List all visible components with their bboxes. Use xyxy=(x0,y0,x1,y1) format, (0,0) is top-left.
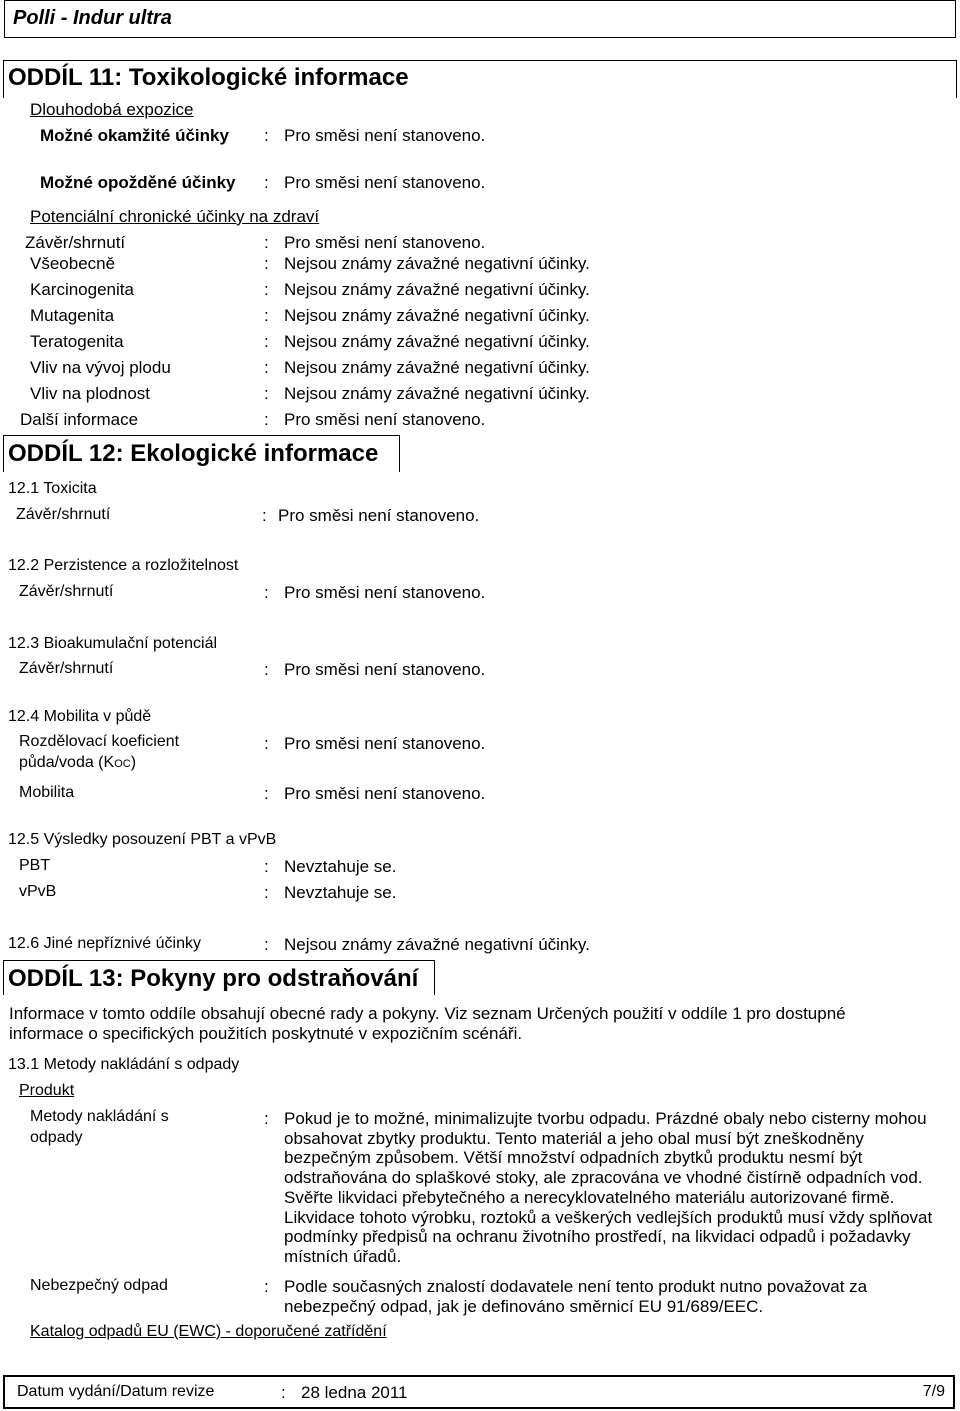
pbt-heading: 12.5 Výsledky posouzení PBT a vPvB xyxy=(8,831,277,848)
pbt-value: Nevztahuje se. xyxy=(284,857,397,876)
colon: : xyxy=(264,332,269,351)
vpvb-label: vPvB xyxy=(19,883,57,900)
section-11-title: ODDÍL 11: Toxikologické informace xyxy=(8,64,409,91)
colon: : xyxy=(264,583,269,602)
colon: : xyxy=(264,935,269,954)
mobility-heading: 12.4 Mobilita v půdě xyxy=(8,708,152,725)
persistence-conclusion-value: Pro směsi není stanoveno. xyxy=(284,583,486,602)
colon: : xyxy=(264,660,269,679)
immediate-effects-label: Možné okamžité účinky xyxy=(40,126,229,145)
row-label-conclusion: Závěr/shrnutí xyxy=(25,233,126,252)
revision-date-label: Datum vydání/Datum revize xyxy=(17,1383,215,1400)
vpvb-value: Nevztahuje se. xyxy=(284,883,397,902)
colon: : xyxy=(264,734,269,753)
row-value-conclusion: Pro směsi není stanoveno. xyxy=(284,233,486,252)
persistence-heading: 12.2 Perzistence a rozložitelnost xyxy=(8,557,239,574)
row-value-general: Nejsou známy závažné negativní účinky. xyxy=(284,254,590,273)
row-label-fertility: Vliv na plodnost xyxy=(30,384,151,403)
row-value-carcinogenicity: Nejsou známy závažné negativní účinky. xyxy=(284,280,590,299)
revision-date-value: 28 ledna 2011 xyxy=(301,1383,408,1402)
disposal-methods-label-1: Metody nakládání s xyxy=(30,1108,169,1125)
mobility-value: Pro směsi není stanoveno. xyxy=(284,784,486,803)
other-effects-value: Nejsou známy závažné negativní účinky. xyxy=(284,935,590,954)
row-label-other-info: Další informace xyxy=(20,410,139,429)
disposal-methods-text: Pokud je to možné, minimalizujte tvorbu odpadu. Prázdné obaly nebo cisterny mohou obsahovat zbytky produktu. Tento materiál a jeho obal musí být zneškodněny bezpečným způsobem. Větší množství odpadních zbytků produktu nesmí být odstraňována do splaškové stoky, ale zpracována ve vhodné čistírně odpadních vod. Svěřte likvidaci přebytečného a nerecyklovatelného materiálu autorizované firmě. Likvidace tohoto výrobku, roztoků a veškerých vedlejších produktů musí vždy splňovat podmínky předpisů na ochranu životního prostředí, na likvidaci odpadů i požadavky místních úřadů. xyxy=(284,1109,933,1266)
hazardous-waste-text: Podle současných znalostí dodavatele není tento produkt nutno považovat za nebezpečný odpad, jak je definováno směrnicí EU 91/689/EEC. xyxy=(284,1277,868,1316)
colon: : xyxy=(264,280,269,299)
colon: : xyxy=(264,173,269,192)
toxicity-conclusion-value: Pro směsi není stanoveno. xyxy=(278,506,480,525)
row-value-teratogenicity: Nejsou známy závažné negativní účinky. xyxy=(284,332,590,351)
delayed-effects-label: Možné opožděné účinky xyxy=(40,173,236,192)
document-footer xyxy=(3,1375,955,1409)
row-label-teratogenicity: Teratogenita xyxy=(30,332,124,351)
chronic-effects-heading: Potenciální chronické účinky na zdraví xyxy=(30,207,320,226)
product-heading: Produkt xyxy=(19,1082,75,1099)
page-number: 7/9 xyxy=(922,1383,945,1400)
ewc-catalog-heading: Katalog odpadů EU (EWC) - doporučené zatřídění xyxy=(30,1323,387,1340)
colon: : xyxy=(264,126,269,145)
bioaccumulation-conclusion-label: Závěr/shrnutí xyxy=(19,660,114,677)
persistence-conclusion-label: Závěr/shrnutí xyxy=(19,583,114,600)
delayed-effects-value: Pro směsi není stanoveno. xyxy=(284,173,486,192)
pbt-label: PBT xyxy=(19,857,51,874)
row-value-other-info: Pro směsi není stanoveno. xyxy=(284,410,486,429)
document-header xyxy=(4,0,956,38)
row-label-general: Všeobecně xyxy=(30,254,116,273)
koc-value: Pro směsi není stanoveno. xyxy=(284,734,486,753)
document-title: Polli - Indur ultra xyxy=(13,7,172,29)
colon: : xyxy=(264,857,269,876)
colon: : xyxy=(264,1277,269,1296)
waste-methods-heading: 13.1 Metody nakládání s odpady xyxy=(8,1056,240,1073)
colon: : xyxy=(264,306,269,325)
long-exposure-heading: Dlouhodobá expozice xyxy=(30,100,194,119)
row-label-fetal-development: Vliv na vývoj plodu xyxy=(30,358,171,377)
koc-label-line2: půda/voda (KOC) xyxy=(19,754,137,771)
hazardous-waste-label: Nebezpečný odpad xyxy=(30,1277,168,1294)
other-effects-label: 12.6 Jiné nepříznivé účinky xyxy=(8,935,201,952)
row-label-carcinogenicity: Karcinogenita xyxy=(30,280,134,299)
row-value-mutagenicity: Nejsou známy závažné negativní účinky. xyxy=(284,306,590,325)
disposal-methods-label-2: odpady xyxy=(30,1129,83,1146)
colon: : xyxy=(262,506,267,525)
immediate-effects-value: Pro směsi není stanoveno. xyxy=(284,126,486,145)
colon: : xyxy=(281,1383,286,1402)
colon: : xyxy=(264,410,269,429)
row-value-fetal-development: Nejsou známy závažné negativní účinky. xyxy=(284,358,590,377)
toxicity-heading: 12.1 Toxicita xyxy=(8,480,97,497)
toxicity-conclusion-label: Závěr/shrnutí xyxy=(16,506,111,523)
colon: : xyxy=(264,784,269,803)
colon: : xyxy=(264,1109,269,1128)
row-label-mutagenicity: Mutagenita xyxy=(30,306,115,325)
koc-label-line1: Rozdělovací koeficient xyxy=(19,733,180,750)
colon: : xyxy=(264,254,269,273)
colon: : xyxy=(264,384,269,403)
section-12-title: ODDÍL 12: Ekologické informace xyxy=(8,440,379,467)
colon: : xyxy=(264,233,269,252)
bioaccumulation-conclusion-value: Pro směsi není stanoveno. xyxy=(284,660,486,679)
bioaccumulation-heading: 12.3 Bioakumulační potenciál xyxy=(8,635,218,652)
section-13-title: ODDÍL 13: Pokyny pro odstraňování xyxy=(8,965,419,992)
mobility-label: Mobilita xyxy=(19,784,75,801)
section-13-intro: Informace v tomto oddíle obsahují obecné rady a pokyny. Viz seznam Určených použití v oddíle 1 pro dostupné informace o specifických použitích poskytnuté v expozičním scénáři. xyxy=(9,1004,846,1043)
colon: : xyxy=(264,358,269,377)
row-value-fertility: Nejsou známy závažné negativní účinky. xyxy=(284,384,590,403)
colon: : xyxy=(264,883,269,902)
